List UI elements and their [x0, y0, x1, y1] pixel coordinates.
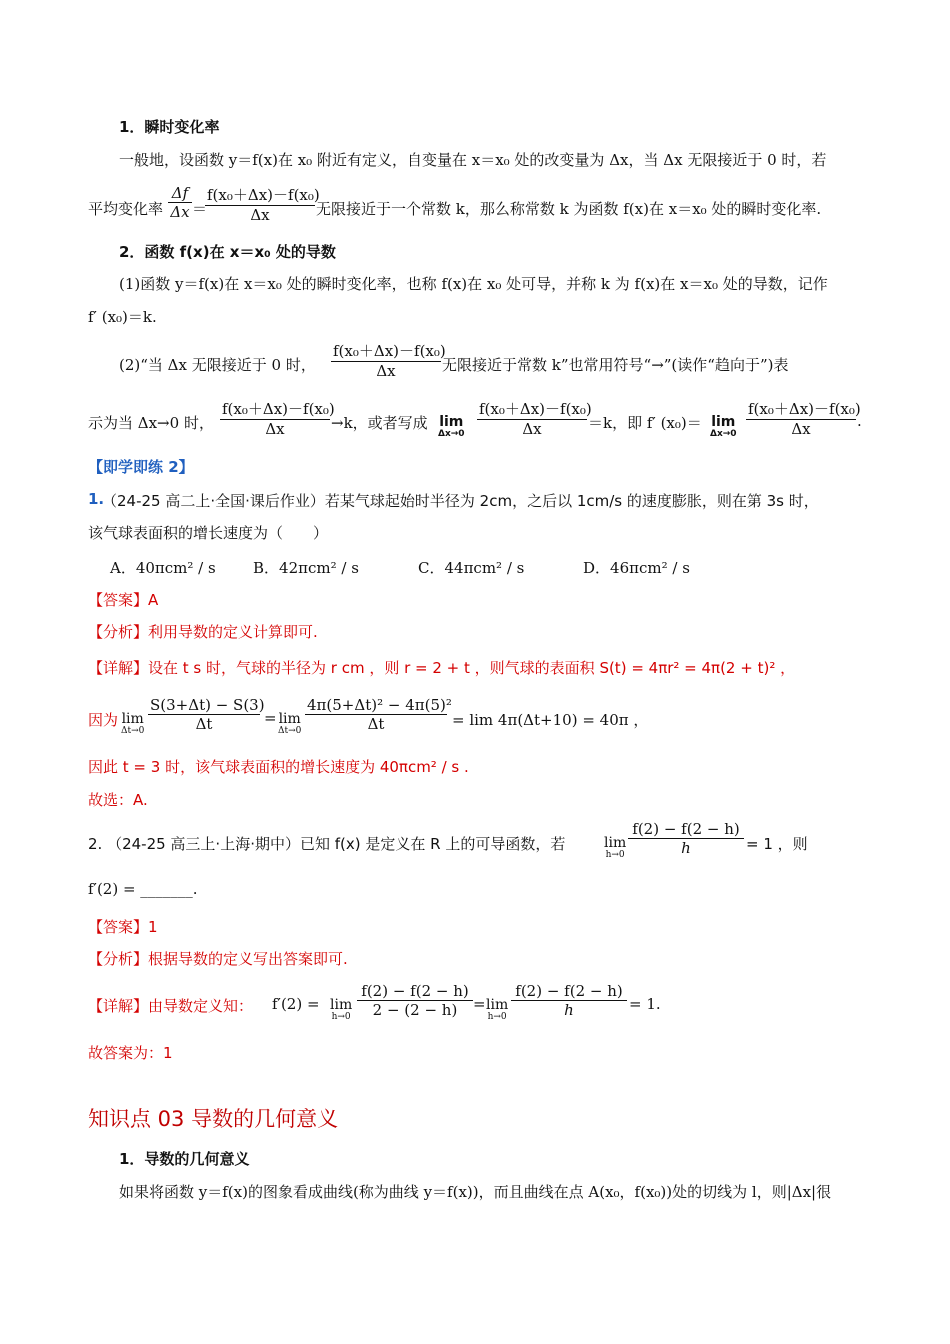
subheading-geometric-meaning: 1．导数的几何意义: [119, 1150, 250, 1168]
q1-number: 1.: [88, 490, 105, 508]
q2-stem-post: = 1 ，则: [746, 835, 808, 853]
para-instant-rate-2-pre: 平均变化率: [88, 200, 164, 218]
q1-stem-line2: 该气球表面积的增长速度为（ ）: [88, 524, 329, 542]
para-geometric-meaning: 如果将函数 y＝f(x)的图象看成曲线(称为曲线 y＝f(x))，而且曲线在点 A(x₀，f(x₀))处的切线为 l，则|Δx|很: [119, 1183, 832, 1201]
para-derivative-3-pre: 示为当 Δx→0 时，: [88, 414, 214, 432]
q1-eq-1: =: [264, 709, 277, 727]
fraction-difference-quotient-4: f(x₀＋Δx)－f(x₀) Δx: [479, 400, 592, 438]
q2-detail-pre: 【详解】由导数定义知：: [88, 997, 254, 1015]
q1-analysis: 【分析】利用导数的定义计算即可.: [88, 623, 318, 641]
q1-choice: 故选：A.: [88, 791, 148, 809]
heading-derivative-at-point: 2．函数 f(x)在 x＝x₀ 处的导数: [119, 243, 336, 261]
q2-detail-end: = 1.: [629, 995, 661, 1013]
q1-fraction-1: S(3+Δt) − S(3) Δt: [150, 696, 265, 733]
limit-operator: lim Δx→0: [438, 414, 465, 439]
period: .: [857, 412, 862, 430]
q2-detail-eq: =: [473, 995, 486, 1013]
para-derivative-1: (1)函数 y＝f(x)在 x＝x₀ 处的瞬时变化率，也称 f(x)在 x₀ 处可导，并称 k 为 f(x)在 x＝x₀ 处的导数，记作: [119, 275, 828, 293]
q2-final: 故答案为：1: [88, 1044, 173, 1062]
q2-stem-pre: 2. （24-25 高三上·上海·期中）已知 f(x) 是定义在 R 上的可导函数，若: [88, 835, 566, 853]
q2-detail-limit-1: lim h→0: [330, 997, 353, 1022]
q1-fraction-2: 4π(5+Δt)² − 4π(5)² Δt: [307, 696, 452, 733]
practice-title: 【即学即练 2】: [88, 458, 194, 476]
q1-detail-2-pre: 因为: [88, 711, 119, 729]
q1-limit-2: lim Δt→0: [278, 711, 302, 736]
option-c: C．44πcm² / s: [418, 559, 525, 577]
para-instant-rate-2-post: 无限接近于一个常数 k，那么称常数 k 为函数 f(x)在 x＝x₀ 处的瞬时变化率.: [316, 200, 822, 218]
q1-tail: = lim 4π(Δt+10) = 40π ，: [452, 711, 649, 729]
equals-sign: ＝: [192, 200, 208, 218]
q2-answer: 【答案】1: [88, 918, 158, 936]
fraction-df-dx: Δf Δx: [168, 184, 192, 221]
q1-stem-line1: （24-25 高二上·全国·课后作业）若某气球起始时半径为 2cm，之后以 1cm/s 的速度膨胀，则在第 3s 时，: [102, 492, 819, 510]
q2-detail-fraction-2: f(2) − f(2 − h) h: [511, 982, 627, 1019]
q2-detail-fprime: f′(2) =: [272, 995, 320, 1013]
heading-instant-rate: 1．瞬时变化率: [119, 118, 220, 136]
fraction-difference-quotient: f(x₀＋Δx)－f(x₀) Δx: [207, 186, 320, 224]
fraction-difference-quotient-2: f(x₀＋Δx)－f(x₀) Δx: [333, 342, 446, 380]
q2-limit: lim h→0: [604, 835, 627, 860]
para-derivative-3-mid2: ＝k，即 f′ (x₀)＝: [588, 414, 702, 432]
q2-detail-limit-2: lim h→0: [486, 997, 509, 1022]
q2-analysis: 【分析】根据导数的定义写出答案即可.: [88, 950, 348, 968]
para-derivative-2-post: 无限接近于常数 k”也常用符号“→”(读作“趋向于”)表: [442, 356, 789, 374]
q1-limit-1: lim Δt→0: [121, 711, 145, 736]
section-heading-geometric-meaning: 知识点 03 导数的几何意义: [88, 1107, 339, 1131]
fraction-difference-quotient-3: f(x₀＋Δx)－f(x₀) Δx: [222, 400, 335, 438]
para-instant-rate-1: 一般地，设函数 y＝f(x)在 x₀ 附近有定义，自变量在 x＝x₀ 处的改变量为 Δx，当 Δx 无限接近于 0 时，若: [119, 151, 827, 169]
q1-detail-1: 【详解】设在 t s 时，气球的半径为 r cm ，则 r = 2 + t ，则气球的表面积 S(t) = 4πr² = 4π(2 + t)² ，: [88, 659, 796, 677]
para-derivative-3-mid1: →k，或者写成: [331, 414, 428, 432]
q1-detail-3: 因此 t = 3 时，该气球表面积的增长速度为 40πcm² / s .: [88, 758, 469, 776]
q1-answer: 【答案】A: [88, 591, 159, 609]
fraction-difference-quotient-5: f(x₀＋Δx)－f(x₀) Δx: [748, 400, 861, 438]
option-d: D．46πcm² / s: [583, 559, 690, 577]
q2-fraction: f(2) − f(2 − h) h: [628, 820, 744, 857]
q2-blank-line: f′(2) = _______.: [88, 880, 198, 898]
option-a: A．40πcm² / s: [110, 559, 216, 577]
q2-detail-fraction-1: f(2) − f(2 − h) 2 − (2 − h): [357, 982, 473, 1019]
para-derivative-2-pre: (2)“当 Δx 无限接近于 0 时，: [119, 356, 316, 374]
option-b: B．42πcm² / s: [253, 559, 359, 577]
para-derivative-1b: f′ (x₀)＝k.: [88, 308, 157, 326]
limit-operator-2: lim Δx→0: [710, 414, 737, 439]
